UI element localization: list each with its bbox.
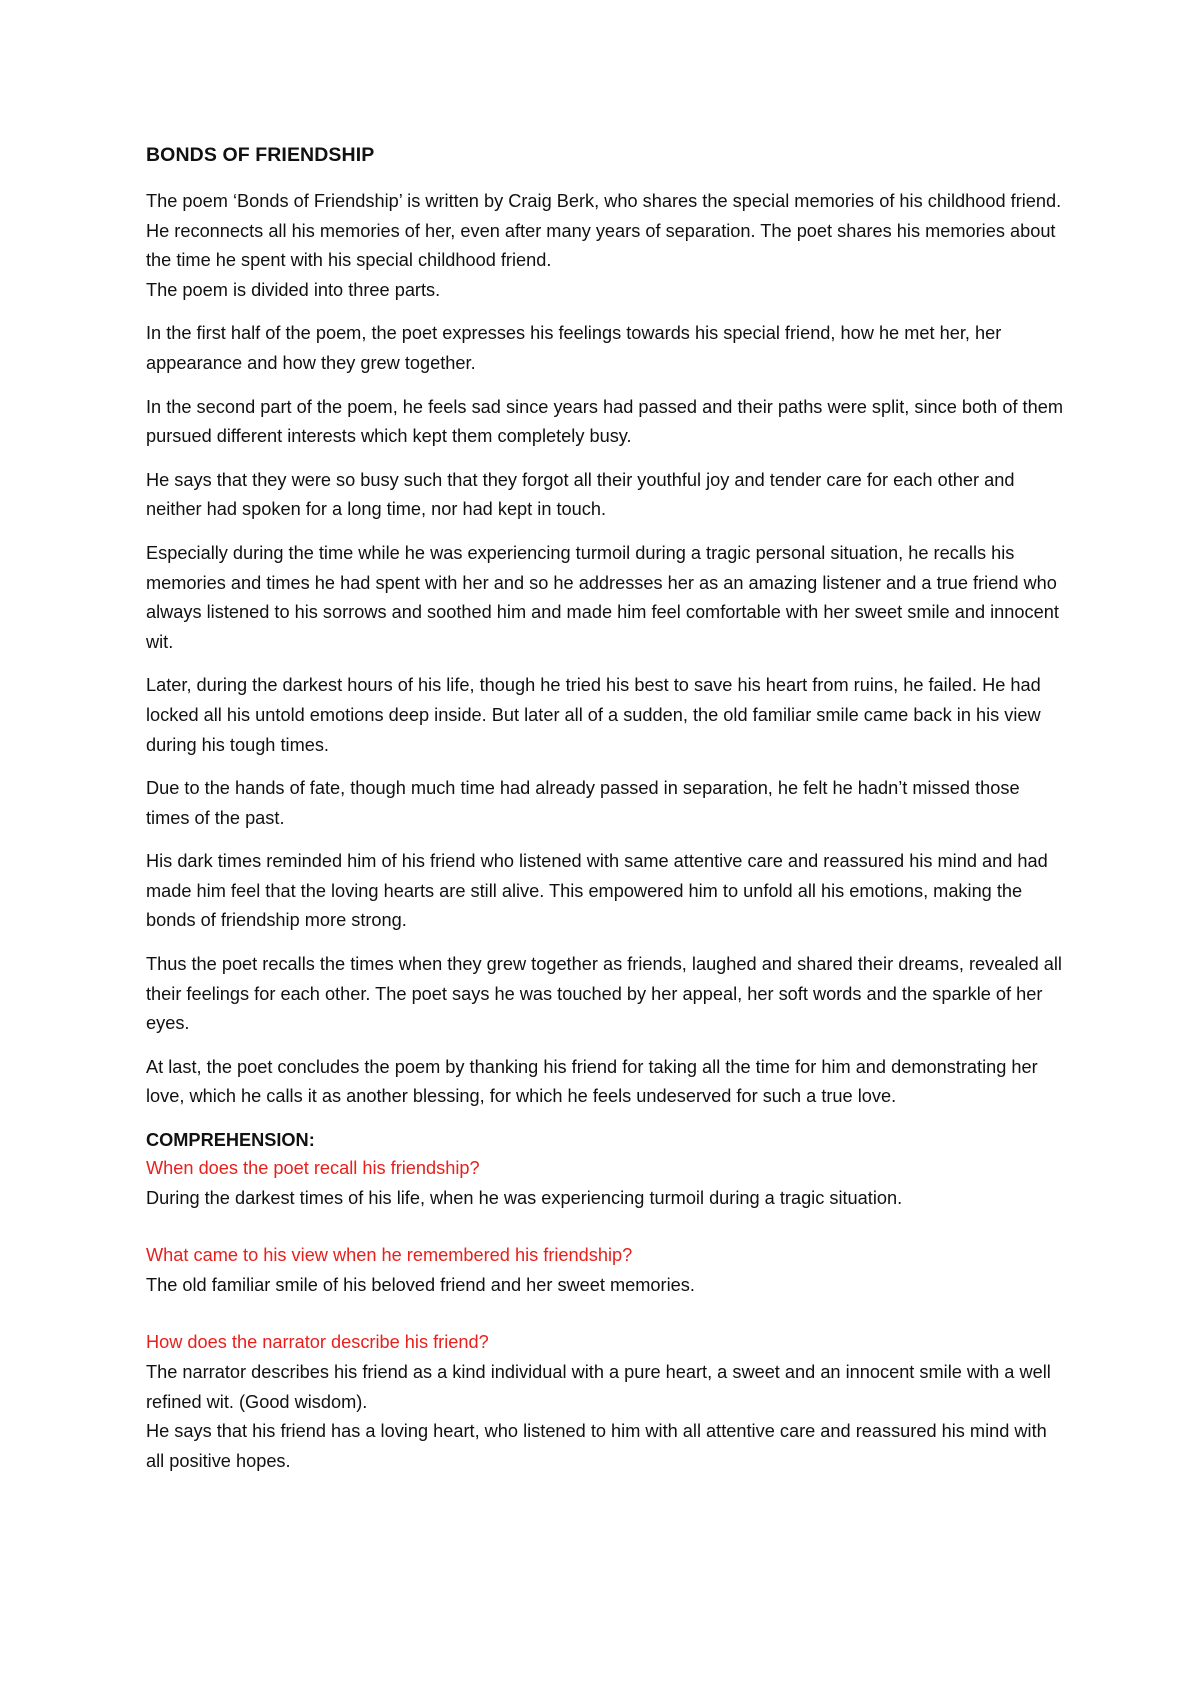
body-paragraph: At last, the poet concludes the poem by thanking his friend for taking all the time for him and demonstrating her love, which he calls it as another blessing, for which he feels undeserved for such a true love. [146, 1056, 1038, 1107]
answer-text: He says that his friend has a loving heart, who listened to him with all attentive care and reassured his mind with all positive hopes. [146, 1421, 1047, 1471]
body-paragraph: His dark times reminded him of his friend who listened with same attentive care and reassured his mind and had made him feel that the loving hearts are still alive. This empowered him to unfold all his emotions, making the bonds of friendship more strong. [146, 851, 1048, 931]
document-title: BONDS OF FRIENDSHIP [146, 144, 375, 166]
answer-text: The old familiar smile of his beloved friend and her sweet memories. [146, 1274, 695, 1295]
question-text: What came to his view when he remembered his friendship? [146, 1245, 633, 1266]
answer-text: During the darkest times of his life, when he was experiencing turmoil during a tragic situation. [146, 1187, 903, 1208]
answer-text: The narrator describes his friend as a kind individual with a pure heart, a sweet and an innocent smile with a well refined wit. (Good wisdom). [146, 1362, 1051, 1412]
question-text: When does the poet recall his friendship? [146, 1158, 480, 1179]
body-paragraph: Thus the poet recalls the times when they grew together as friends, laughed and shared their dreams, revealed all their feelings for each other. The poet says he was touched by her appeal, her soft words and the sparkle of her eyes. [146, 954, 1062, 1034]
question-text: How does the narrator describe his friend? [146, 1332, 489, 1353]
qa-item [146, 1154, 1066, 1213]
intro-line: He reconnects all his memories of her, even after many years of separation. The poet shares his memories about the time he spent with his special childhood friend. [146, 220, 1056, 271]
body-paragraph: In the second part of the poem, he feels sad since years had passed and their paths were split, since both of them pursued different interests which kept them completely busy. [146, 396, 1063, 447]
body-paragraph: In the first half of the poem, the poet expresses his feelings towards his special friend, how he met her, her appearance and how they grew together. [146, 323, 1002, 373]
body-paragraph: Especially during the time while he was experiencing turmoil during a tragic personal situation, he recalls his memories and times he had spent with her and so he addresses her as an amazing listener and a true friend who always listened to his sorrows and soothed him and made him feel comfortable with her sweet smile and innocent wit. [146, 542, 1059, 652]
qa-item [146, 1328, 1066, 1476]
intro-line: The poem ‘Bonds of Friendship’ is written by Craig Berk, who shares the special memories of his childhood friend. [146, 191, 1062, 211]
body-paragraph: He says that they were so busy such that they forgot all their youthful joy and tender care for each other and neither had spoken for a long time, nor had kept in touch. [146, 469, 1015, 520]
qa-item [146, 1241, 1066, 1300]
comprehension-heading: COMPREHENSION: [146, 1130, 315, 1151]
intro-line: The poem is divided into three parts. [146, 279, 441, 300]
intro-paragraph [146, 187, 1066, 305]
body-paragraph: Due to the hands of fate, though much time had already passed in separation, he felt he hadn’t missed those times of the past. [146, 778, 1020, 828]
body-paragraph: Later, during the darkest hours of his life, though he tried his best to save his heart from ruins, he failed. He had locked all his untold emotions deep inside. But later all of a sudden, the old familiar smile came back in his view during his tough times. [146, 675, 1041, 755]
document-page [146, 144, 1066, 1504]
